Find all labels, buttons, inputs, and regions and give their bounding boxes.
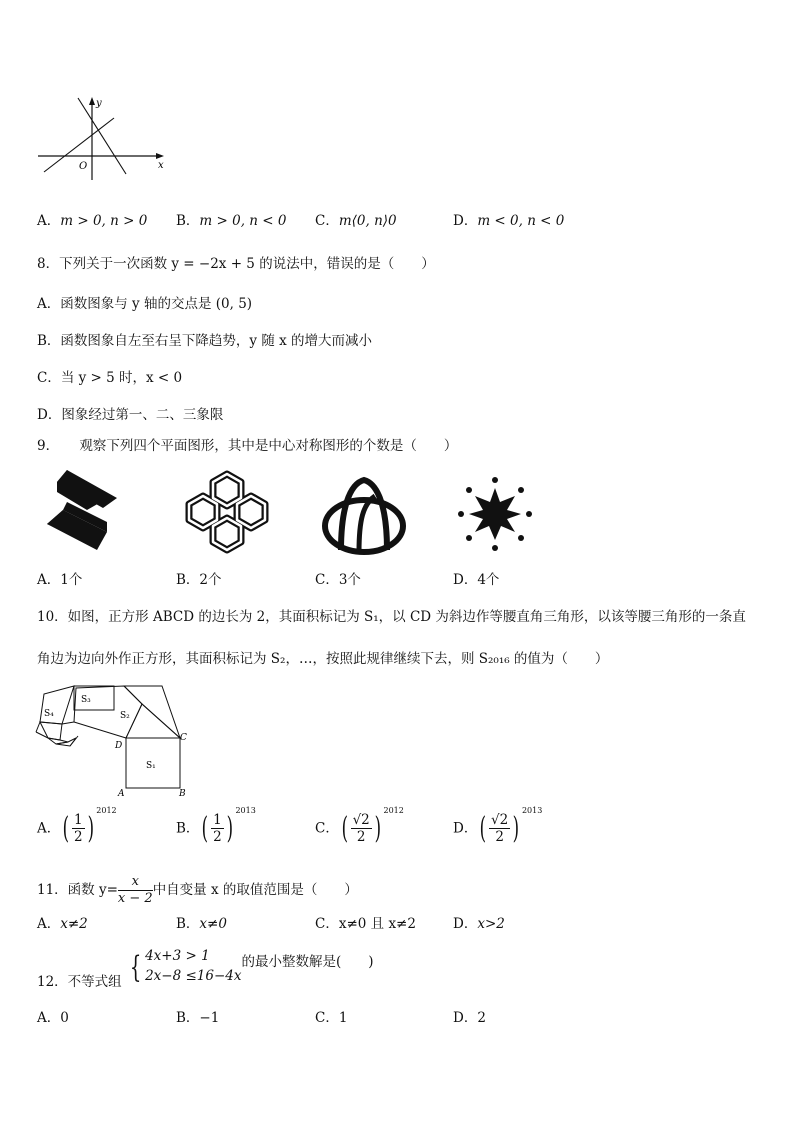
splash-star-icon: [455, 470, 535, 554]
q10-figure: [34, 682, 194, 800]
q8-stem: 8．下列关于一次函数 y = −2x + 5 的说法中，错误的是（ ）: [37, 256, 435, 272]
q12-option-a: A．0: [37, 1010, 69, 1026]
q7-option-d: D．m < 0, n < 0: [453, 213, 565, 229]
q12-stem: 12．不等式组 { 4x+3 > 1 2x−8 ≤16−4x 的最小整数解是( ): [37, 948, 374, 990]
q8-option-b: B．函数图象自左至右呈下降趋势，y 随 x 的增大而减小: [37, 333, 373, 349]
q10-stem-line2: 角边为边向外作正方形，其面积标记为 S₂，…，按照此规律继续下去，则 S₂₀₁₆ 的值为（ ）: [37, 651, 609, 667]
q10-option-d: D．( $\frac{√2}{2}$ ) $^{2013}$: [453, 806, 543, 846]
suzuki-logo-icon: [37, 462, 127, 558]
q11-option-c: C．x≠0 且 x≠2: [315, 916, 416, 932]
q7-option-c: C．m⟨0, n⟩0: [315, 213, 397, 229]
q7-y-label: y: [96, 98, 102, 109]
q8-option-c: C．当 y > 5 时，x < 0: [37, 370, 183, 386]
q11-option-a: A．x≠2: [37, 916, 88, 932]
q11-option-b: B．x≠0: [176, 916, 227, 932]
arch-oval-icon: [319, 470, 409, 558]
q9-stem: 9． 观察下列四个平面图形，其中是中心对称图形的个数是（ ）: [37, 438, 458, 454]
q12-inequality-1: 4x+3 > 1: [145, 948, 210, 964]
q7-graph: [30, 92, 170, 184]
q10-label-d: D: [115, 741, 123, 751]
q12-option-b: B．−1: [176, 1010, 220, 1026]
q10-option-a: A．( $\frac{1}{2}$ ) $^{2012}$: [37, 806, 117, 846]
q10-label-s3: S₃: [81, 695, 91, 705]
q7-origin-label: O: [79, 161, 88, 172]
q12-option-c: C．1: [315, 1010, 348, 1026]
q9-option-b: B．2个: [176, 572, 222, 588]
hexagonal-knot-icon: [177, 466, 277, 558]
q10-label-b: B: [179, 789, 186, 799]
q12-option-d: D．2: [453, 1010, 486, 1026]
q9-option-a: A．1个: [37, 572, 83, 588]
q10-label-s1: S₁: [146, 761, 156, 771]
q10-label-s4: S₄: [44, 709, 54, 719]
q11-option-d: D．x>2: [453, 916, 505, 932]
q11-stem: 11．函数 y= $\frac{x}{x - 2}$ 中自变量 x 的取值范围是（ ）: [37, 874, 358, 906]
q9-option-c: C．3个: [315, 572, 361, 588]
q10-stem-line1: 10．如图，正方形 ABCD 的边长为 2，其面积标记为 S₁，以 CD 为斜边作等腰直角三角形，以该等腰三角形的一条直: [37, 609, 746, 625]
q8-option-d: D．图象经过第一、二、三象限: [37, 407, 224, 423]
q7-option-b: B．m > 0, n < 0: [176, 213, 287, 229]
q12-inequality-2: 2x−8 ≤16−4x: [145, 968, 242, 984]
q10-label-c: C: [180, 733, 187, 743]
q10-option-c: C．( $\frac{√2}{2}$ ) $^{2012}$: [315, 806, 404, 846]
q9-figures: [37, 462, 532, 558]
q10-label-a: A: [118, 789, 125, 799]
q8-option-a: A．函数图象与 y 轴的交点是 (0, 5): [37, 296, 253, 312]
q7-x-label: x: [158, 160, 164, 171]
q9-option-d: D．4个: [453, 572, 500, 588]
q10-option-b: B．( $\frac{1}{2}$ ) $^{2013}$: [176, 806, 256, 846]
q10-label-s2: S₂: [120, 711, 130, 721]
q7-option-a: A．m > 0, n > 0: [37, 213, 148, 229]
